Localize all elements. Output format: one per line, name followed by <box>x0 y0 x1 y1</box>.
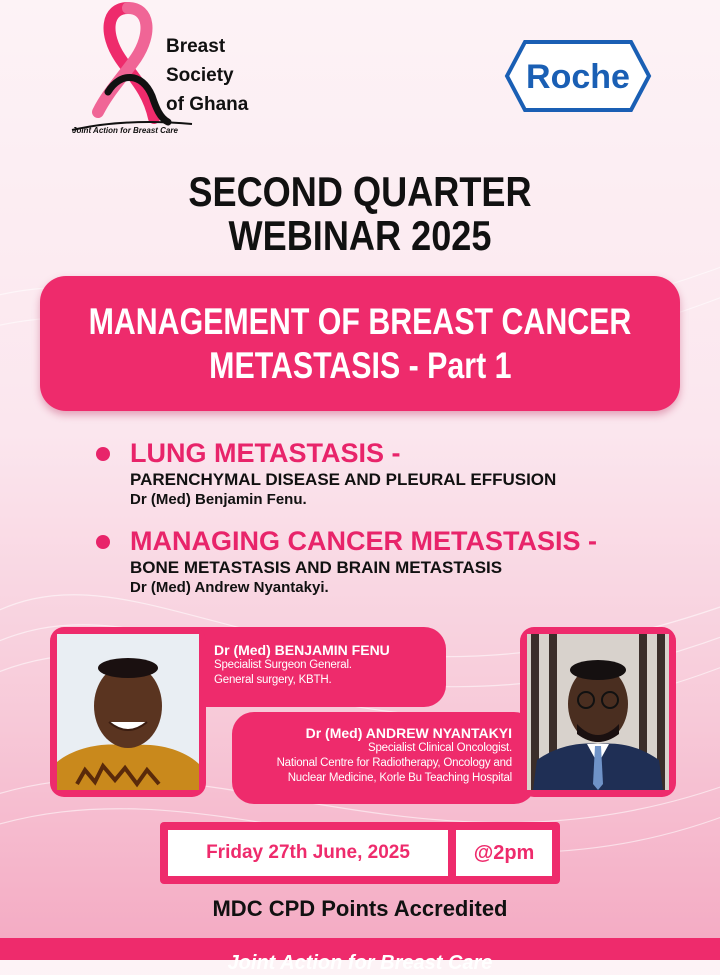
speaker-photo-frame <box>520 627 676 797</box>
speaker-prefix: Dr (Med) <box>214 642 275 658</box>
roche-logo-text: Roche <box>526 58 630 96</box>
org-name <box>166 32 248 119</box>
event-title-line: WEBINAR 2025 <box>228 212 492 259</box>
org-name-line: of Ghana <box>166 94 249 115</box>
speaker-name <box>277 725 512 741</box>
footer-text: Joint Action for Breast Care <box>227 952 493 974</box>
speaker-affiliation: General surgery, KBTH. <box>214 674 332 686</box>
topic-line: METASTASIS - Part 1 <box>208 344 512 386</box>
event-date: Friday 27th June, 2025 <box>168 830 448 876</box>
speaker-photo-frame <box>50 627 206 797</box>
footer-bar <box>0 938 720 974</box>
agenda-speaker: Dr (Med) Andrew Nyantakyi. <box>130 579 329 596</box>
org-tagline: Joint Action for Breast Care <box>72 126 178 135</box>
event-time: @2pm <box>456 830 552 876</box>
agenda-heading: LUNG METASTASIS - <box>130 438 401 468</box>
speaker-surname: ANDREW NYANTAKYI <box>365 725 512 741</box>
org-name-line: Breast <box>166 36 226 57</box>
speaker-affiliation: Nuclear Medicine, Korle Bu Teaching Hospital <box>287 772 512 784</box>
speaker-name <box>214 642 390 658</box>
speaker-photo <box>527 634 669 790</box>
bullet-icon <box>96 447 110 461</box>
agenda-heading: MANAGING CANCER METASTASIS - <box>130 526 597 556</box>
topic-banner <box>40 276 680 411</box>
agenda-subheading: BONE METASTASIS AND BRAIN METASTASIS <box>130 558 503 577</box>
event-title-line: SECOND QUARTER <box>188 168 532 215</box>
event-datetime <box>160 822 560 884</box>
speaker-title: Specialist Clinical Oncologist. <box>367 742 512 754</box>
topic-line: MANAGEMENT OF BREAST CANCER <box>88 300 632 342</box>
speaker-info <box>214 642 390 688</box>
speaker-affiliation: National Centre for Radiotherapy, Oncology and <box>276 757 512 769</box>
speaker-info <box>277 725 512 786</box>
speaker-photo <box>57 634 199 790</box>
agenda-list <box>96 438 696 614</box>
org-name-line: Society <box>166 65 234 86</box>
agenda-speaker: Dr (Med) Benjamin Fenu. <box>130 491 307 508</box>
bullet-icon <box>96 535 110 549</box>
speaker-surname: BENJAMIN FENU <box>274 642 390 658</box>
speaker-title: Specialist Surgeon General. <box>214 659 352 671</box>
event-title <box>50 170 669 258</box>
roche-logo <box>503 38 653 114</box>
speaker-prefix: Dr (Med) <box>305 725 366 741</box>
agenda-item <box>96 438 696 510</box>
agenda-item <box>96 526 696 598</box>
agenda-subheading: PARENCHYMAL DISEASE AND PLEURAL EFFUSION <box>130 470 557 489</box>
accreditation-note: MDC CPD Points Accredited <box>212 896 508 921</box>
